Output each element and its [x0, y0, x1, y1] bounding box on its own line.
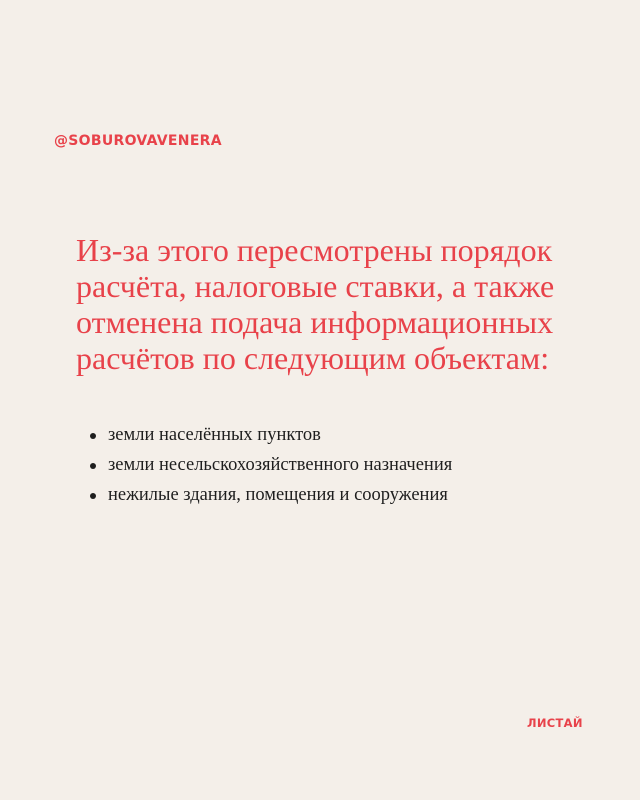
- list-item: [88, 420, 588, 450]
- headline: Из-за этого пересмотрены порядок расчёта, налоговые ставки, а также отменена подача информационных расчётов по следующим объектам:: [76, 232, 555, 376]
- list-item-text: земли населённых пунктов: [108, 425, 321, 445]
- list-item: [88, 450, 588, 480]
- list-item-text: нежилые здания, помещения и сооружения: [108, 485, 448, 505]
- objects-list: [88, 420, 588, 510]
- list-item-text: земли несельскохозяйственного назначения: [108, 455, 453, 475]
- author-handle: @SOBUROVAVENERA: [54, 133, 222, 149]
- bullet-icon: [90, 493, 96, 499]
- list-item: [88, 480, 588, 510]
- swipe-hint[interactable]: ЛИСТАЙ: [527, 716, 583, 730]
- bullet-icon: [90, 463, 96, 469]
- bullet-icon: [90, 433, 96, 439]
